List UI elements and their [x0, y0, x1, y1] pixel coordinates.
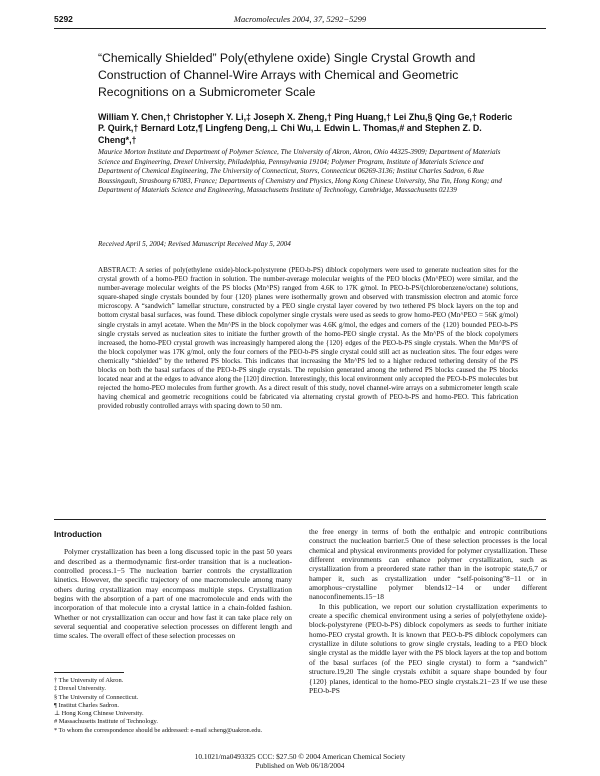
intro-paragraph-1-continued: the free energy in terms of both the enthalpic and entropic contributions construct the nucleation barrier.5 One of these selection processes is the local chemical and physical environments provided for polymer crystallization. These different environments can enhance polymer crystallization, such as crystallization from a preordered state rather than in the isotropic state,6,7 or hamper it, such as crystallization under “self-poisoning”8−11 or in amorphous−crystalline polymer blends12−14 or under different nanoconfinements.15−18 [309, 527, 547, 602]
footnote: ‡ Drexel University. [54, 685, 106, 693]
left-column [54, 530, 292, 641]
abstract-label: ABSTRACT: [98, 266, 137, 274]
article-title: “Chemically Shielded” Poly(ethylene oxide) Single Crystal Growth and Construction of Channel-Wire Arrays with Chemical and Geometric Recognitions on a Submicrometer Scale [98, 51, 476, 99]
footnote: † The University of Akron. [54, 677, 124, 684]
page-footer [0, 752, 600, 770]
section-rule [54, 519, 546, 520]
footnote-corresponding-author: * To whom the correspondence should be addressed: e-mail scheng@uakron.edu. [54, 726, 263, 734]
received-dates: Received April 5, 2004; Revised Manuscript Received May 5, 2004 [98, 240, 291, 248]
footnote: # Massachusetts Institute of Technology. [54, 718, 158, 726]
header-rule [54, 28, 546, 29]
running-header [54, 14, 546, 28]
abstract [98, 266, 518, 412]
footnote: § The University of Connecticut. [54, 693, 139, 701]
intro-paragraph-1: Polymer crystallization has been a long discussed topic in the past 50 years and described as a thermodynamic first-order transition that is a nucleation-controlled process.1−5 The nucleation barrier controls the crystallization kinetics. However, the specific trajectory of one macromolecule among many others during crystallization may encompass multiple steps. Crystallization begins with the absorption of a part of one macromolecule and ends with the incorporation of that molecule into a crystal lattice in a chain-folded fashion. Whether or not crystallization can occur and how fast it can take place rely on several sequential and cooperative selection processes on different length and time scales. The overall effect of these selection processes on [54, 547, 292, 641]
footnote: ¶ Institut Charles Sadron. [54, 701, 120, 709]
footnotes [54, 677, 292, 735]
footnote: ⊥ Hong Kong Chinese University. [54, 710, 144, 718]
page-number: 5292 [54, 14, 73, 24]
abstract-text: A series of poly(ethylene oxide)-block-polystyrene (PEO-b-PS) diblock copolymers were used to generate nucleation sites for the crystal growth of a homo-PEO fraction in solution. The number-average molecular weights of the PEO blocks (Mn^PEO) were similar, and the number-average molecular weights of the PS blocks (Mn^PS) ranged from 4.6K to 17K g/mol. In PEO-b-PS/(chlorobenzene/octane) solutions, square-shaped single crystals bounded by four {120} planes were isothermally grown and observed with transmission electron and atomic force microscopy. A “sandwich” lamellar structure, constructed by a PEO single crystal layer covered by two tethered PS block layers on the top and bottom crystal basal surfaces, was found. These diblock copolymer single crystals were used as seeds to grow homo-PEO (Mn^PEO = 56K g/mol) single crystals in amyl acetate. When the Mn^PS in the block copolymer was 4.6K g/mol, the edges and corners of the {120} bounded PEO-b-PS single crystals served as nucleation sites to initiate the further growth of the homo-PEO single crystal. As the Mn^PS of the block copolymers increased, the homo-PEO crystal growth was increasingly hampered along the {120} edges of the PEO-b-PS single crystals. When the Mn^PS of the block copolymer was 17K g/mol, only the four corners of the PEO-b-PS single crystal could still act as nucleation sites. The four edges were chemically “shielded” by the tethered PS blocks. This indicates that increasing the Mn^PS led to a higher reduced tethering density of the PS blocks on both the basal surfaces of the PEO-b-PS single crystals. The repulsion generated among the tethered PS blocks caused the PS blocks located near and at the edges to advance along the [120] direction. Interestingly, this local environment only accepted the PEO-b-PS molecules but rejected the homo-PEO molecules from further growth. As a direct result of this study, novel channel-wire arrays on a submicrometer length scale having chemical and geometric recognitions could be fabricated via alternating crystal growth of PEO-b-PS and homo-PEO. This fabrication provided robustly controlled arrays with spacing down to 50 nm. [98, 266, 518, 411]
footnote-rule [54, 672, 124, 673]
journal-citation: Macromolecules 2004, 37, 5292−5299 [233, 14, 367, 24]
right-column [309, 527, 547, 695]
affiliations: Maurice Morton Institute and Department of Polymer Science, The University of Akron, Akron, Ohio 44325-3909; Department of Materials Science and Engineering, Drexel University, Philadelphia, Pennsylvania 19104; Polymer Program, Institute of Materials Science and Department of Chemical Engineering, The University of Connecticut, Storrs, Connecticut 06269-3136; Institut Charles Sadron, 6 Rue Boussingault, Strasbourg 67083, France; Departments of Chemistry and Physics, Hong Kong Chinese University, Sha Tin, Hong Kong; and Department of Materials Science and Engineering, Massachusetts Institute of Technology, Cambridge, Massachusetts 02139 [98, 148, 502, 195]
intro-paragraph-2: In this publication, we report our solution crystallization experiments to create a specific chemical environment using a series of poly(ethylene oxide)-block-polystyrene (PEO-b-PS) diblock copolymers as seeds to further initiate homo-PEO crystal growth. It is known that PEO-b-PS diblock copolymers can crystallize in dilute solutions to grow single crystals, leading to a PEO block single crystal as the middle layer with the PS block layers at the top and bottom of the basal surfaces (of the PEO single crystal) to form a “sandwich” structure.19,20 The single crystals exhibit a square shape bounded by four {120} planes, identical to the homo-PEO single crystals.21−23 If we use these PEO-b-PS [309, 601, 547, 695]
doi-line: 10.1021/ma0493325 CCC: $27.50 © 2004 American Chemical Society [194, 752, 406, 761]
publication-date: Published on Web 06/18/2004 [255, 761, 345, 770]
section-heading-introduction: Introduction [54, 530, 102, 539]
author-list: William Y. Chen,† Christopher Y. Li,‡ Joseph X. Zheng,† Ping Huang,† Lei Zhu,§ Qing Ge,† Roderic P. Quirk,† Bernard Lotz,¶ Lingfeng Deng,⊥ Chi Wu,⊥ Edwin L. Thomas,# and Stephen Z. D. Cheng*,† [98, 112, 513, 145]
